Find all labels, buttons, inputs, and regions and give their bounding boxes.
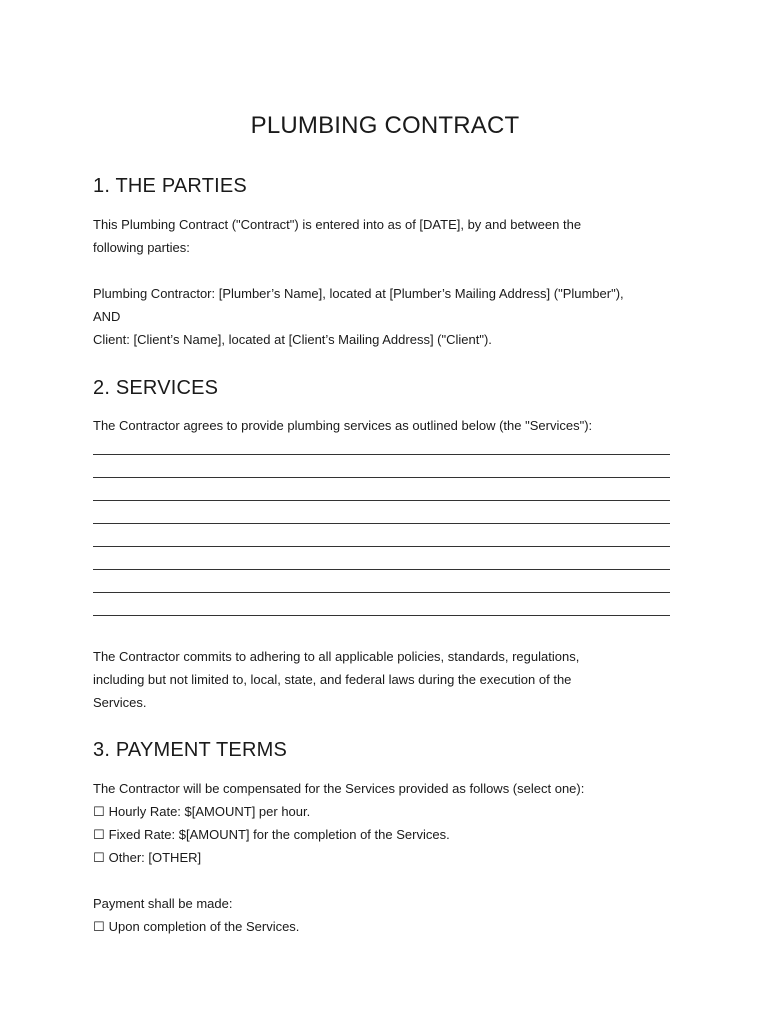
parties-intro xyxy=(93,213,693,259)
payment-option-upon-completion[interactable] xyxy=(93,915,693,938)
parties-intro-line: following parties: xyxy=(93,240,190,255)
checkbox-icon[interactable]: ☐ xyxy=(93,919,105,934)
services-blank-line[interactable] xyxy=(93,592,670,593)
client-party-line: Client: [Client’s Name], located at [Client’s Mailing Address] ("Client"). xyxy=(93,332,492,347)
and-line: AND xyxy=(93,309,121,324)
services-blank-line[interactable] xyxy=(93,477,670,478)
payment-intro-line: The Contractor will be compensated for the Services provided as follows (select one): xyxy=(93,781,585,796)
parties-block xyxy=(93,282,713,351)
option-label: Other: [OTHER] xyxy=(108,850,202,865)
option-label: Fixed Rate: $[AMOUNT] for the completion of the Services. xyxy=(108,827,450,842)
services-blank-line[interactable] xyxy=(93,615,670,616)
services-blank-line[interactable] xyxy=(93,500,670,501)
option-label: Hourly Rate: $[AMOUNT] per hour. xyxy=(108,804,311,819)
document-title: PLUMBING CONTRACT xyxy=(250,112,520,139)
payment-option-fixed[interactable] xyxy=(93,823,693,846)
section-heading-payment-terms: 3. PAYMENT TERMS xyxy=(93,739,287,761)
checkbox-icon[interactable]: ☐ xyxy=(93,804,105,819)
checkbox-icon[interactable]: ☐ xyxy=(93,850,105,865)
payment-schedule xyxy=(93,892,693,938)
plumber-party-line: Plumbing Contractor: [Plumber’s Name], located at [Plumber’s Mailing Address] ("Plumber"), xyxy=(93,286,624,301)
services-intro xyxy=(93,414,693,437)
services-blank-line[interactable] xyxy=(93,569,670,570)
services-blank-line[interactable] xyxy=(93,523,670,524)
commitment-line: Services. xyxy=(93,695,147,710)
checkbox-icon[interactable]: ☐ xyxy=(93,827,105,842)
section-heading-services: 2. SERVICES xyxy=(93,377,219,399)
services-blank-line[interactable] xyxy=(93,454,670,455)
parties-intro-line: This Plumbing Contract ("Contract") is entered into as of [DATE], by and between the xyxy=(93,217,582,232)
section-heading-parties: 1. THE PARTIES xyxy=(93,175,247,197)
services-intro-line: The Contractor agrees to provide plumbing services as outlined below (the "Services"): xyxy=(93,418,593,433)
commitment-line: including but not limited to, local, state, and federal laws during the execution of the xyxy=(93,672,572,687)
services-commitment xyxy=(93,645,693,714)
payment-schedule-label: Payment shall be made: xyxy=(93,896,233,911)
payment-option-hourly[interactable] xyxy=(93,800,693,823)
option-label: Upon completion of the Services. xyxy=(108,919,300,934)
commitment-line: The Contractor commits to adhering to all applicable policies, standards, regulations, xyxy=(93,649,580,664)
services-blank-line[interactable] xyxy=(93,546,670,547)
payment-option-other[interactable] xyxy=(93,846,693,869)
payment-options xyxy=(93,777,693,869)
